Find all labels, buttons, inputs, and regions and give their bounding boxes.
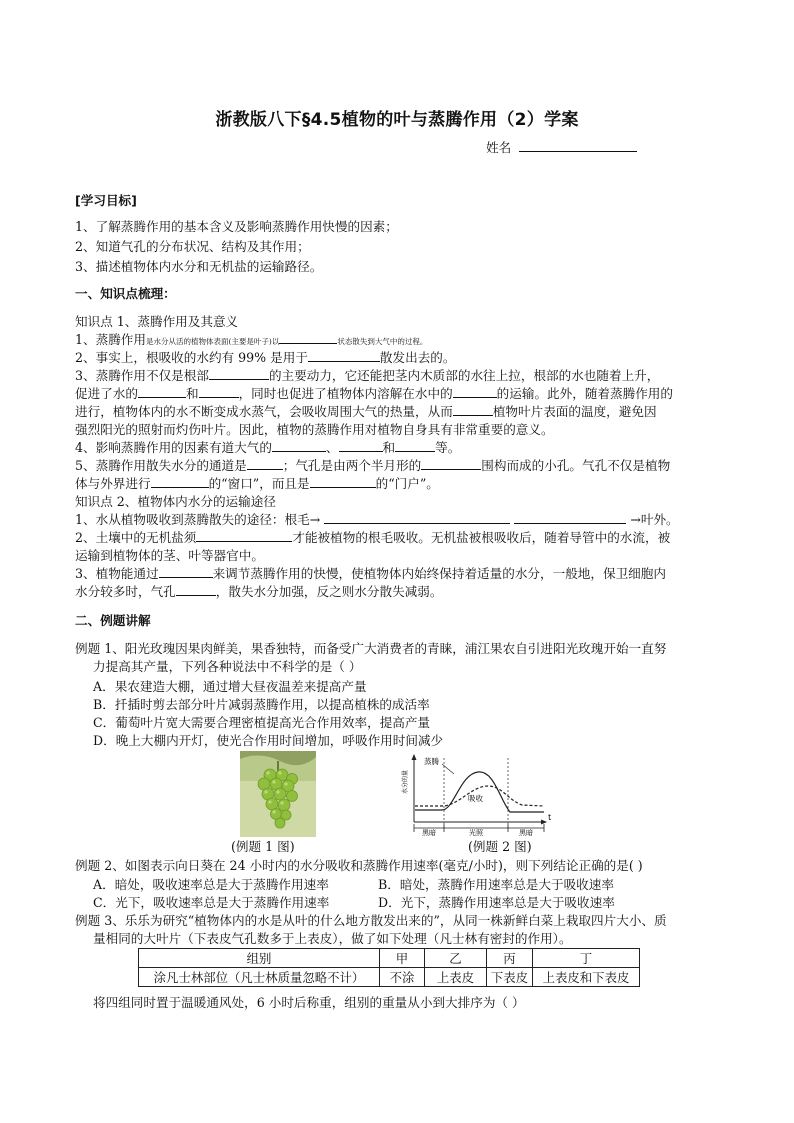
table-cell: 下表皮 <box>487 968 533 987</box>
example-3-table <box>138 948 640 987</box>
name-label: 姓名 <box>486 140 512 155</box>
name-blank <box>519 139 637 152</box>
example-1-option-d: D．晚上大棚内开灯，使光合作用时间增加，呼吸作用时间减少 <box>93 733 444 748</box>
example-2-option-b: B．暗处，蒸腾作用速率总是大于吸收速率 <box>378 877 614 892</box>
kp2-line: 水分较多时，气孔 ，散失水分加强，反之则水分散失减弱。 <box>75 584 443 599</box>
transpiration-curve <box>415 772 544 812</box>
goal-item: 1、了解蒸腾作用的基本含义及影响蒸腾作用快慢的因素； <box>75 219 398 234</box>
kp1-line: 2、事实上，根吸收的水约有 99% 是用于 散发出去的。 <box>75 350 456 365</box>
table-cell: 上表皮和下表皮 <box>533 968 640 987</box>
example-2-option-a: A．暗处，吸收速率总是大于蒸腾作用速率 <box>93 877 329 892</box>
table-cell: 涂凡士林部位（凡士林质量忽略不计） <box>139 968 380 987</box>
zone-label: 光照 <box>469 829 483 836</box>
kp1-title: 知识点 1、蒸腾作用及其意义 <box>75 314 239 329</box>
absorption-label: 吸收 <box>468 794 483 803</box>
goal-item: 2、知道气孔的分布状况、结构及其作用； <box>75 239 310 254</box>
kp1-line: 5、蒸腾作用散失水分的通道是 ；气孔是由两个半月形的 围构而成的小孔。气孔不仅是植物 <box>75 458 671 473</box>
kp2-line: 运输到植物体的茎、叶等器官中。 <box>75 548 264 563</box>
name-field <box>486 139 637 157</box>
example-2-option-c: C．光下，吸收速率总是大于蒸腾作用速率 <box>93 895 330 910</box>
section-heading: 一、知识点梳理： <box>75 286 176 301</box>
example-1-question: 例题 1、阳光玫瑰因果肉鲜美，果香独特，而备受广大消费者的青睐，浦江果农自引进阳光玫瑰开始一直努 <box>75 641 667 656</box>
y-axis-label: 水分的量 <box>402 769 409 795</box>
kp2-line: 2、土壤中的无机盐须 才能被植物的根毛吸收。无机盐被根吸收后，随着导管中的水流，被 <box>75 530 671 545</box>
example-1-option-a: A．果农建造大棚，通过增大昼夜温差来提高产量 <box>93 679 367 694</box>
example-2-option-d: D．光下，蒸腾作用速率总是大于吸收速率 <box>378 895 615 910</box>
table-cell: 甲 <box>380 949 425 968</box>
figure-2-caption: (例题 2 图) <box>468 839 532 854</box>
zone-label: 黑暗 <box>519 829 533 836</box>
grape-photo <box>240 751 316 837</box>
example-1-option-c: C．葡萄叶片宽大需要合理密植提高光合作用效率，提高产量 <box>93 715 431 730</box>
table-row <box>139 949 640 968</box>
zone-label: 黑暗 <box>422 829 436 836</box>
table-cell: 丙 <box>487 949 533 968</box>
section-heading: 二、例题讲解 <box>75 613 151 628</box>
table-cell: 丁 <box>533 949 640 968</box>
kp1-line: 1、蒸腾作用是水分从活的植物体表面(主要是叶子)以 状态散失到大气中的过程。 <box>75 332 428 347</box>
figure-1-caption: (例题 1 图) <box>231 839 295 854</box>
example-1-question: 力提高其产量，下列各种说法中不科学的是（ ） <box>93 659 362 674</box>
kp1-line: 进行，植物体内的水不断变成水蒸气，会吸收周围大气的热量，从而 植物叶片表面的温度，避免因 <box>75 404 657 419</box>
example-3-question: 例题 3、乐乐为研究“植物体内的水是从叶的什么地方散发出来的”，从同一株新鲜白菜上栽取四片大小、质 <box>75 913 667 928</box>
goals-heading: [学习目标] <box>75 193 137 208</box>
example-2-question: 例题 2、如图表示向日葵在 24 小时内的水分吸收和蒸腾作用速率(毫克/小时)，则下列结论正确的是( ) <box>75 858 643 873</box>
kp2-line: 1、水从植物吸收到蒸腾散失的途径：根毛→ →叶外。 <box>75 512 679 527</box>
table-cell: 组别 <box>139 949 380 968</box>
example-3-question: 将四组同时置于温暖通风处，6 小时后称重，组别的重量从小到大排序为（ ） <box>93 995 525 1010</box>
rate-diagram <box>398 752 558 836</box>
transpiration-label: 蒸腾 <box>424 757 439 766</box>
kp1-line: 强烈阳光的照射而灼伤叶片。因此，植物的蒸腾作用对植物自身具有非常重要的意义。 <box>75 422 554 437</box>
kp1-line: 4、影响蒸腾作用的因素有道大气的 、 和 等。 <box>75 440 461 455</box>
table-cell: 乙 <box>425 949 487 968</box>
kp1-line: 体与外界进行 的“窗口”，而且是 的“门户”。 <box>75 476 439 491</box>
table-cell: 上表皮 <box>425 968 487 987</box>
kp1-line: 3、蒸腾作用不仅是根部 的主要动力，它还能把茎内木质部的水往上拉，根部的水也随着上升， <box>75 368 660 383</box>
x-axis-letter: t <box>548 813 552 822</box>
goal-item: 3、描述植物体内水分和无机盐的运输路径。 <box>75 259 323 274</box>
example-1-option-b: B．扦插时剪去部分叶片减弱蒸腾作用，以提高植株的成活率 <box>93 697 430 712</box>
kp1-line: 促进了水的 和 ，同时也促进了植物体内溶解在水中的 的运输。此外，随着蒸腾作用的 <box>75 386 673 401</box>
example-3-question: 量相同的大叶片（下表皮气孔数多于上表皮），做了如下处理（凡士林有密封的作用）。 <box>93 931 572 946</box>
table-row <box>139 968 640 987</box>
kp2-line: 3、植物能通过 来调节蒸腾作用的快慢，使植物体内始终保持着适量的水分，一般地，保卫细胞内 <box>75 566 666 581</box>
page-title: 浙教版八下§4.5植物的叶与蒸腾作用（2）学案 <box>215 110 579 130</box>
kp2-title: 知识点 2、植物体内水分的运输途径 <box>75 494 276 509</box>
table-cell: 不涂 <box>380 968 425 987</box>
